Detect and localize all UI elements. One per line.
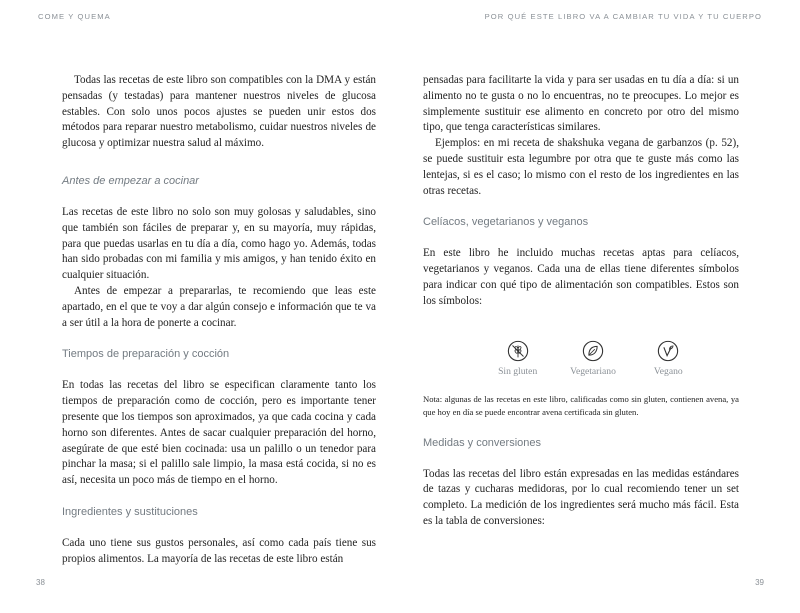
v-sprout-icon: [657, 340, 679, 362]
heading-times: Tiempos de preparación y cocción: [62, 348, 230, 361]
ingredients-paragraph: Cada uno tiene sus gustos personales, así como cada país tiene sus propios alimentos. La mayoría de las recetas de este libro están: [62, 536, 376, 565]
example-paragraph: Ejemplos: en mi receta de shakshuka vegana de garbanzos (p. 52), se puede sustituir esta legumbre por otra que te guste más como las lentejas, si es el caso; lo mismo con el resto de los ingredientes en las otras recetas.: [423, 137, 739, 197]
gluten-note: Nota: algunas de las recetas en este libro, calificadas como sin gluten, contienen avena, ya que hoy en día se puede encontrar avena certificada sin gluten.: [423, 393, 739, 418]
before-cooking-paragraph-1: Las recetas de este libro no solo son muy golosas y saludables, sino que también son fáciles de preparar y, en su mayoría, muy rápidas, para que puedas usarlas en tu día a día, como hago yo. Además, todas han sido probadas con mi familia y mis amigos, y han tenido éxito en cualquier situación.: [62, 205, 376, 282]
measures-paragraph: Todas las recetas del libro están expresadas en las medidas estándares de tazas y cucharas medidoras, por lo cual recomiendo tener un set completo. La medición de los ingredientes será mucho más fácil. Esta es la tabla de conversiones:: [423, 467, 739, 527]
heading-measures: Medidas y conversiones: [423, 436, 542, 449]
left-page-content: [62, 73, 376, 568]
continued-paragraph: pensadas para facilitarte la vida y para ser usadas en tu día a día: si un alimento no te gusta o no lo encuentras, no te preocupes. Lo mejor es simplemente sustituir ese alimento en concreto por otro del mismo tipo, que tenga características similares.: [423, 74, 739, 134]
page-number-left: 38: [36, 578, 45, 587]
symbol-vegano: [631, 340, 706, 377]
running-head-right: POR QUÉ ESTE LIBRO VA A CAMBIAR TU VIDA Y TU CUERPO: [484, 12, 762, 21]
leaf-icon: [582, 340, 604, 362]
symbol-label: Vegetariano: [570, 365, 616, 377]
diet-symbols: [480, 340, 706, 377]
heading-diets: Celíacos, vegetarianos y veganos: [423, 216, 589, 229]
right-page: [400, 0, 800, 613]
symbol-label: Vegano: [653, 365, 683, 377]
symbol-vegetariano: [555, 340, 630, 377]
symbol-label: Sin gluten: [498, 365, 538, 377]
times-paragraph: En todas las recetas del libro se especifican claramente tanto los tiempos de preparación como de cocción, pero es importante tener presente que los tiempos son aproximados, ya que cada cocina y cada horno son diferentes. Antes de sacar cualquier preparación del horno, asegúrate de que esté bien cocinada: usa un palillo o un tenedor para pinchar la masa; si el palillo sale limpio, la masa está cocida, si no es así, necesita un poco más de tiempo en el horno.: [62, 379, 376, 487]
heading-ingredients: Ingredientes y sustituciones: [62, 505, 198, 518]
before-cooking-paragraph-2: Antes de empezar a prepararlas, te recomiendo que leas este apartado, en el que te voy a dar algún consejo e información que te va a ser útil a la hora de ponerte a cocinar.: [62, 284, 376, 329]
page-number-right: 39: [755, 578, 764, 587]
diets-paragraph: En este libro he incluido muchas recetas aptas para celíacos, vegetarianos y veganos. Cada una de ellas tiene diferentes símbolos para indicar con qué tipo de alimentación son compatibles. Estos son los símbolos:: [423, 247, 739, 307]
right-page-content: [423, 73, 739, 530]
running-head-left: COME Y QUEMA: [38, 12, 111, 21]
heading-before-cooking: Antes de empezar a cocinar: [62, 174, 199, 187]
wheat-crossed-icon: [507, 340, 529, 362]
symbol-sin-gluten: [480, 340, 555, 377]
intro-paragraph: Todas las recetas de este libro son compatibles con la DMA y están pensadas (y testadas) para mantener nuestros niveles de glucosa estables. Con solo unos pocos ajustes se pueden unir estos dos métodos para reparar nuestro metabolismo, cuidar nuestros niveles de glucosa y optimizar nuestra salud al máximo.: [62, 74, 376, 150]
